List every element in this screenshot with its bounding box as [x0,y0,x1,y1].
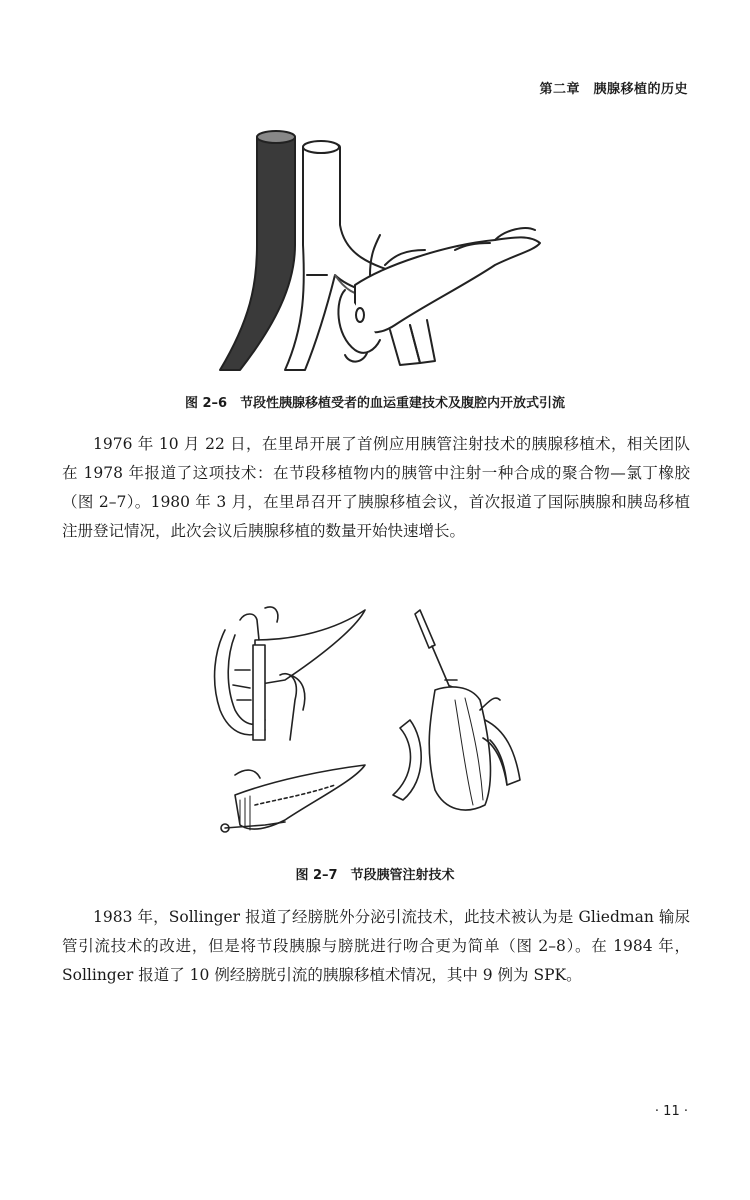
figure-2-6-caption: 图 2–6 节段性胰腺移植受者的血运重建技术及腹腔内开放式引流 [184,396,566,411]
figure-2-7-caption: 图 2–7 节段胰管注射技术 [295,868,455,883]
page-number: · 11 · [654,1104,688,1119]
figure-2-7-illustration [195,600,555,850]
figure-2-6-illustration [195,125,555,375]
duct-injection-drawing [195,600,555,850]
running-header: 第二章 胰腺移植的历史 [539,82,688,97]
paragraph-1: 1976 年 10 月 22 日，在里昂开展了首例应用胰管注射技术的胰腺移植术，相关团队在 1978 年报道了这项技术：在节段移植物内的胰管中注射一种合成的聚合物—氯丁橡胶（图 2–7）。1980 年 3 月，在里昂召开了胰腺移植会议，首次报道了国际胰腺和胰岛移植注册登记情况，此次会议后胰腺移植的数量开始快速增长。 [62,435,690,540]
pancreas-revascularization-drawing [195,125,555,375]
paragraph-2: 1983 年，Sollinger 报道了经膀胱外分泌引流技术，此技术被认为是 Gliedman 输尿管引流技术的改进，但是将节段胰腺与膀胱进行吻合更为简单（图 2–8）。在 1984 年，Sollinger 报道了 10 例经膀胱引流的胰腺移植术情况，其中 9 例为 SPK。 [62,908,690,984]
